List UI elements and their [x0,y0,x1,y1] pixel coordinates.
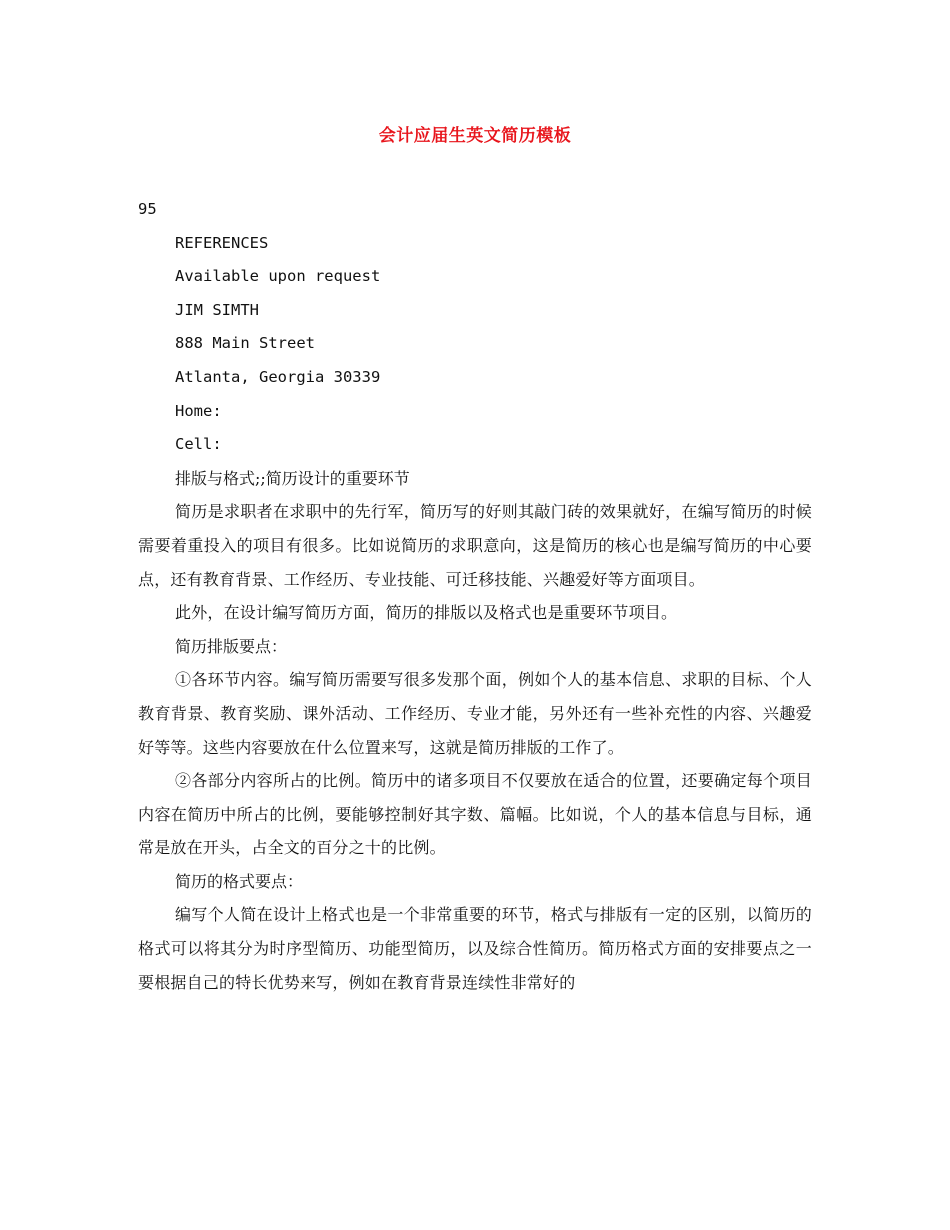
paragraph-point-1: ①各环节内容。编写简历需要写很多发那个面，例如个人的基本信息、求职的目标、个人教育背景、教育奖励、课外活动、工作经历、专业才能，另外还有一些补充性的内容、兴趣爱好等等。这些内容要放在什么位置来写，这就是简历排版的工作了。 [138,670,812,757]
reference-street: 888 Main Street [175,334,315,353]
paragraph-intro: 简历是求职者在求职中的先行军，简历写的好则其敲门砖的效果就好，在编写简历的时候需要着重投入的项目有很多。比如说简历的求职意向，这是简历的核心也是编写简历的中心要点，还有教育背景、工作经历、专业技能、可迁移技能、兴趣爱好等方面项目。 [138,502,812,589]
references-heading: REFERENCES [175,233,269,252]
paragraph-layout-format: 此外，在设计编写简历方面，简历的排版以及格式也是重要环节项目。 [175,603,678,623]
format-points-heading: 简历的格式要点： [175,871,304,891]
section-heading: 排版与格式;;简历设计的重要环节 [175,468,410,488]
reference-home: Home: [175,401,222,420]
document-body [138,193,812,999]
references-note: Available upon request [175,267,381,286]
document-title: 会计应届生英文简历模板 [378,126,572,146]
reference-cell: Cell: [175,435,222,454]
page-number: 95 [138,200,157,218]
layout-points-heading: 简历排版要点： [175,636,288,656]
paragraph-format: 编写个人简在设计上格式也是一个非常重要的环节，格式与排版有一定的区别，以简历的格式可以将其分为时序型简历、功能型简历，以及综合性简历。简历格式方面的安排要点之一要根据自己的特长优势来写，例如在教育背景连续性非常好的 [138,905,812,992]
paragraph-point-2: ②各部分内容所占的比例。简历中的诸多项目不仅要放在适合的位置，还要确定每个项目内容在简历中所占的比例，要能够控制好其字数、篇幅。比如说，个人的基本信息与目标，通常是放在开头，占全文的百分之十的比例。 [138,771,812,858]
reference-name: JIM SIMTH [175,300,259,319]
reference-city: Atlanta, Georgia 30339 [175,367,381,386]
